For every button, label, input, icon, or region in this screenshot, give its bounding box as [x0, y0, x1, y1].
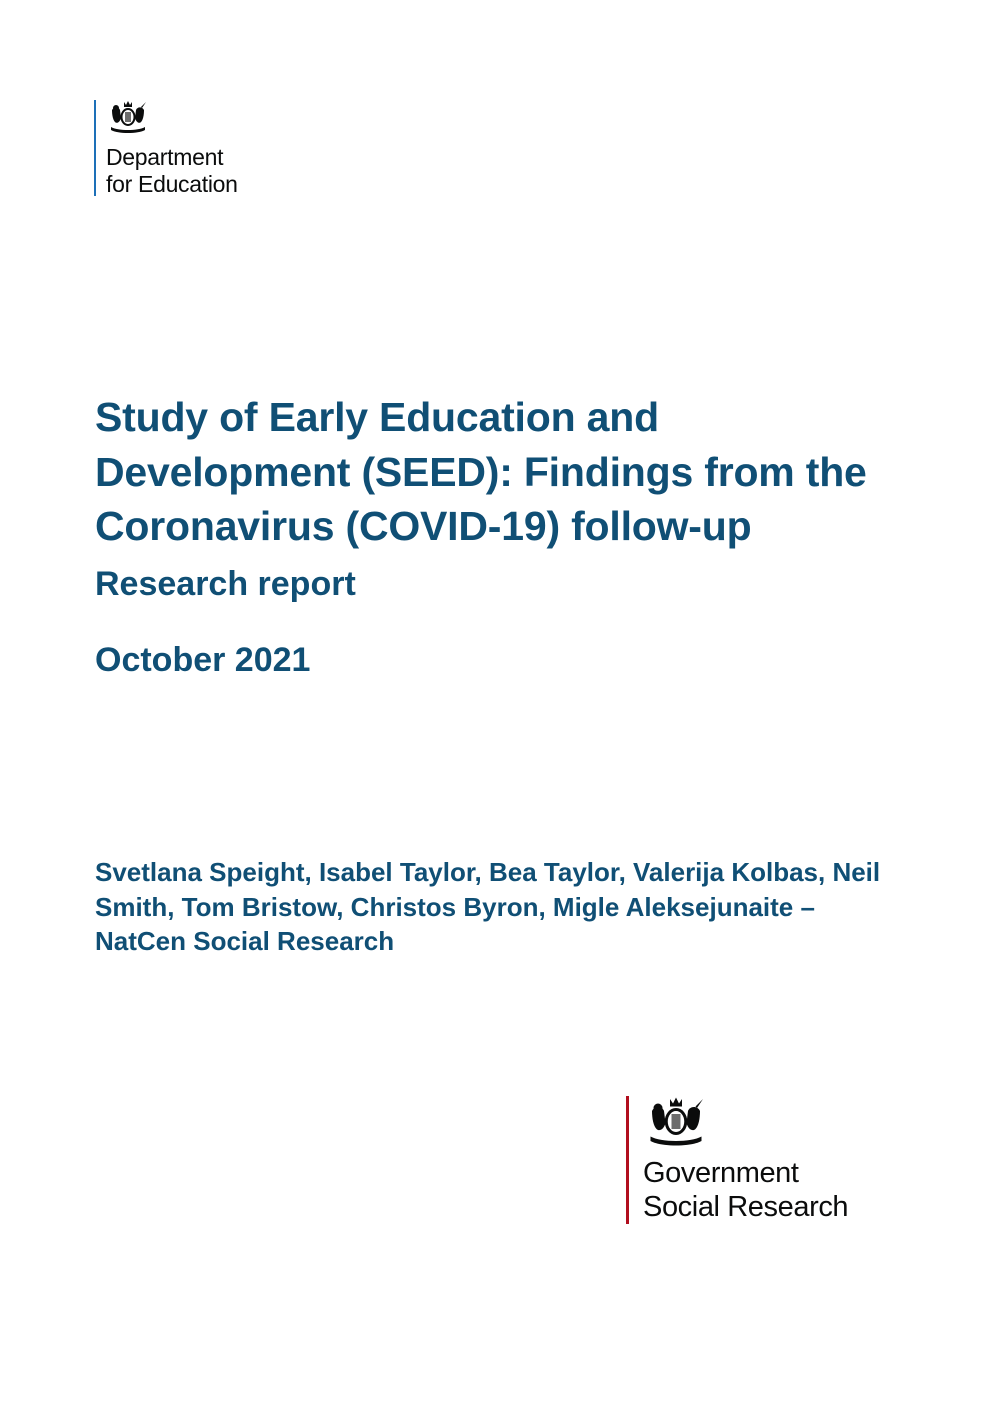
- royal-coat-of-arms-icon: [108, 100, 148, 136]
- report-authors: Svetlana Speight, Isabel Taylor, Bea Taylor, Valerija Kolbas, Neil Smith, Tom Bristow, Christos Byron, Migle Aleksejunaite – NatCen Social Research: [95, 857, 881, 956]
- royal-coat-of-arms-icon: [645, 1096, 707, 1150]
- organisation-name: [106, 144, 238, 198]
- department-for-education-logo: [94, 100, 238, 196]
- organisation-name-line1: Government: [643, 1157, 799, 1189]
- organisation-name-line1: Department: [106, 144, 224, 170]
- report-type: Research report: [95, 564, 356, 603]
- government-social-research-logo: [626, 1096, 848, 1224]
- report-title-block: [95, 390, 895, 680]
- organisation-name: [643, 1156, 848, 1224]
- organisation-name-line2: for Education: [106, 171, 238, 197]
- report-title: Study of Early Education and Development (SEED): Findings from the Coronavirus (COVID-19) follow-up: [95, 394, 867, 549]
- organisation-name-line2: Social Research: [643, 1191, 849, 1223]
- report-date: October 2021: [95, 640, 311, 679]
